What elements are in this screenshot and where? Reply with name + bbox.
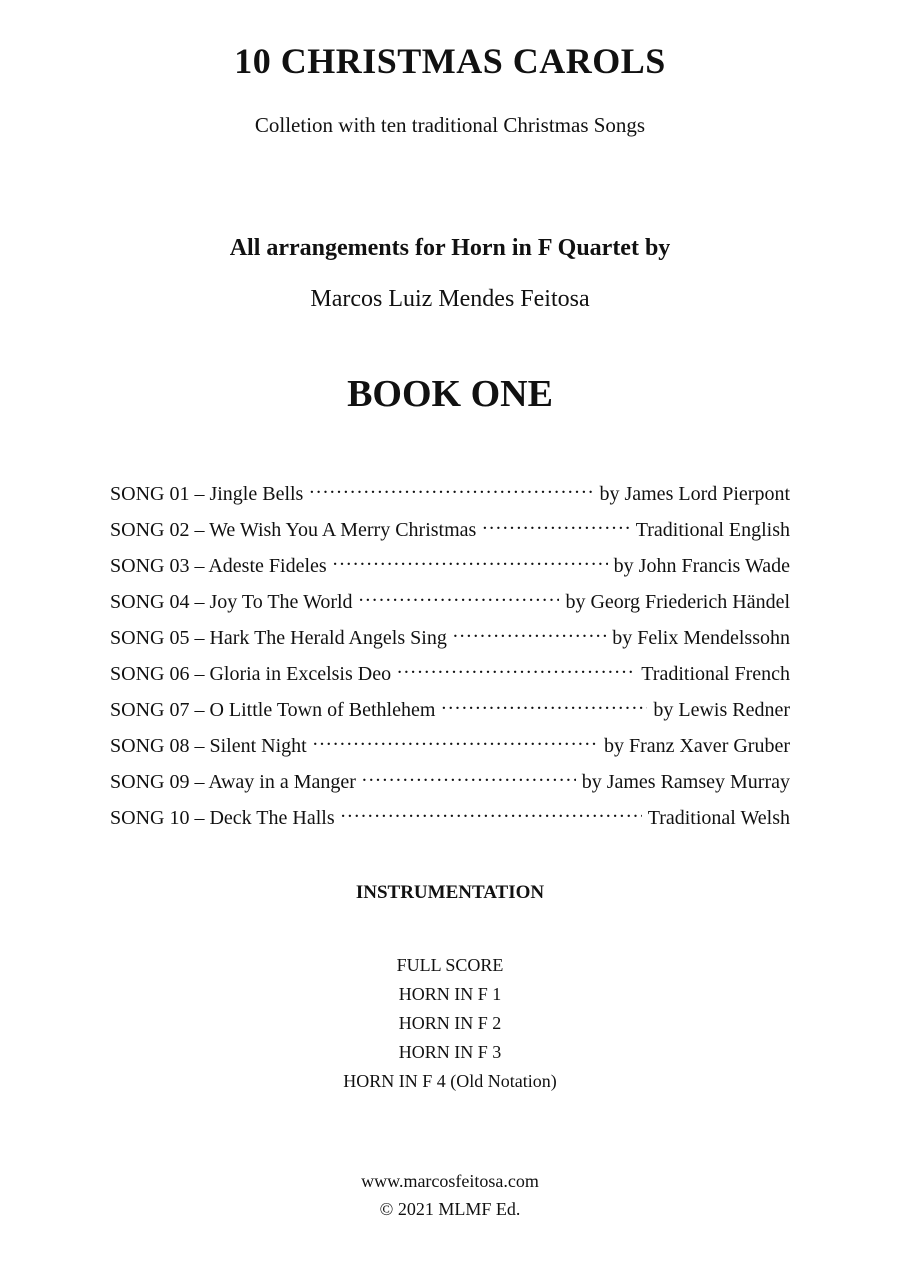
song-entry	[110, 512, 790, 548]
song-list	[110, 476, 790, 836]
arrangement-heading: All arrangements for Horn in F Quartet by	[229, 235, 671, 261]
collection-title: 10 CHRISTMAS CAROLS	[234, 41, 666, 81]
leader-dots	[341, 800, 642, 824]
leader-dots	[333, 548, 608, 572]
leader-dots	[313, 728, 598, 752]
arranger-name: Marcos Luiz Mendes Feitosa	[310, 286, 590, 312]
song-title: SONG 08 – Silent Night	[110, 735, 307, 757]
song-title: SONG 10 – Deck The Halls	[110, 807, 335, 829]
song-entry	[110, 620, 790, 656]
song-title: SONG 05 – Hark The Herald Angels Sing	[110, 627, 447, 649]
song-entry	[110, 656, 790, 692]
song-entry	[110, 548, 790, 584]
song-composer: by John Francis Wade	[613, 555, 790, 577]
leader-dots	[397, 656, 635, 680]
song-entry	[110, 476, 790, 512]
song-entry	[110, 800, 790, 836]
leader-dots	[441, 692, 647, 716]
leader-dots	[362, 764, 576, 788]
song-composer: Traditional English	[635, 519, 790, 541]
song-title: SONG 07 – O Little Town of Bethlehem	[110, 699, 436, 721]
instrument-part: HORN IN F 4 (Old Notation)	[343, 1071, 557, 1091]
collection-subtitle: Colletion with ten traditional Christmas Songs	[254, 113, 646, 137]
instrument-part: FULL SCORE	[396, 955, 504, 975]
song-composer: Traditional Welsh	[647, 807, 790, 829]
leader-dots	[453, 620, 606, 644]
song-title: SONG 01 – Jingle Bells	[110, 483, 304, 505]
song-composer: by James Ramsey Murray	[581, 771, 790, 793]
song-entry	[110, 692, 790, 728]
song-title: SONG 03 – Adeste Fideles	[110, 555, 327, 577]
song-title: SONG 02 – We Wish You A Merry Christmas	[110, 519, 477, 541]
website-link[interactable]: www.marcosfeitosa.com	[361, 1171, 539, 1191]
song-title: SONG 09 – Away in a Manger	[110, 771, 356, 793]
instrument-part: HORN IN F 2	[398, 1013, 502, 1033]
song-title: SONG 06 – Gloria in Excelsis Deo	[110, 663, 392, 685]
song-title: SONG 04 – Joy To The World	[110, 591, 353, 613]
song-composer: by Franz Xaver Gruber	[603, 735, 790, 757]
song-entry	[110, 764, 790, 800]
instrumentation-list	[0, 955, 900, 1100]
song-composer: by Felix Mendelssohn	[612, 627, 790, 649]
leader-dots	[482, 512, 629, 536]
song-entry	[110, 728, 790, 764]
instrument-part: HORN IN F 1	[398, 984, 502, 1004]
leader-dots	[309, 476, 593, 500]
song-composer: by Georg Friederich Händel	[565, 591, 790, 613]
song-entry	[110, 584, 790, 620]
instrumentation-heading: INSTRUMENTATION	[355, 882, 545, 903]
copyright-notice: © 2021 MLMF Ed.	[379, 1199, 521, 1219]
song-composer: Traditional French	[641, 663, 790, 685]
leader-dots	[359, 584, 560, 608]
song-composer: by James Lord Pierpont	[599, 483, 790, 505]
song-composer: by Lewis Redner	[653, 699, 790, 721]
book-label: BOOK ONE	[347, 373, 553, 415]
instrument-part: HORN IN F 3	[398, 1042, 502, 1062]
